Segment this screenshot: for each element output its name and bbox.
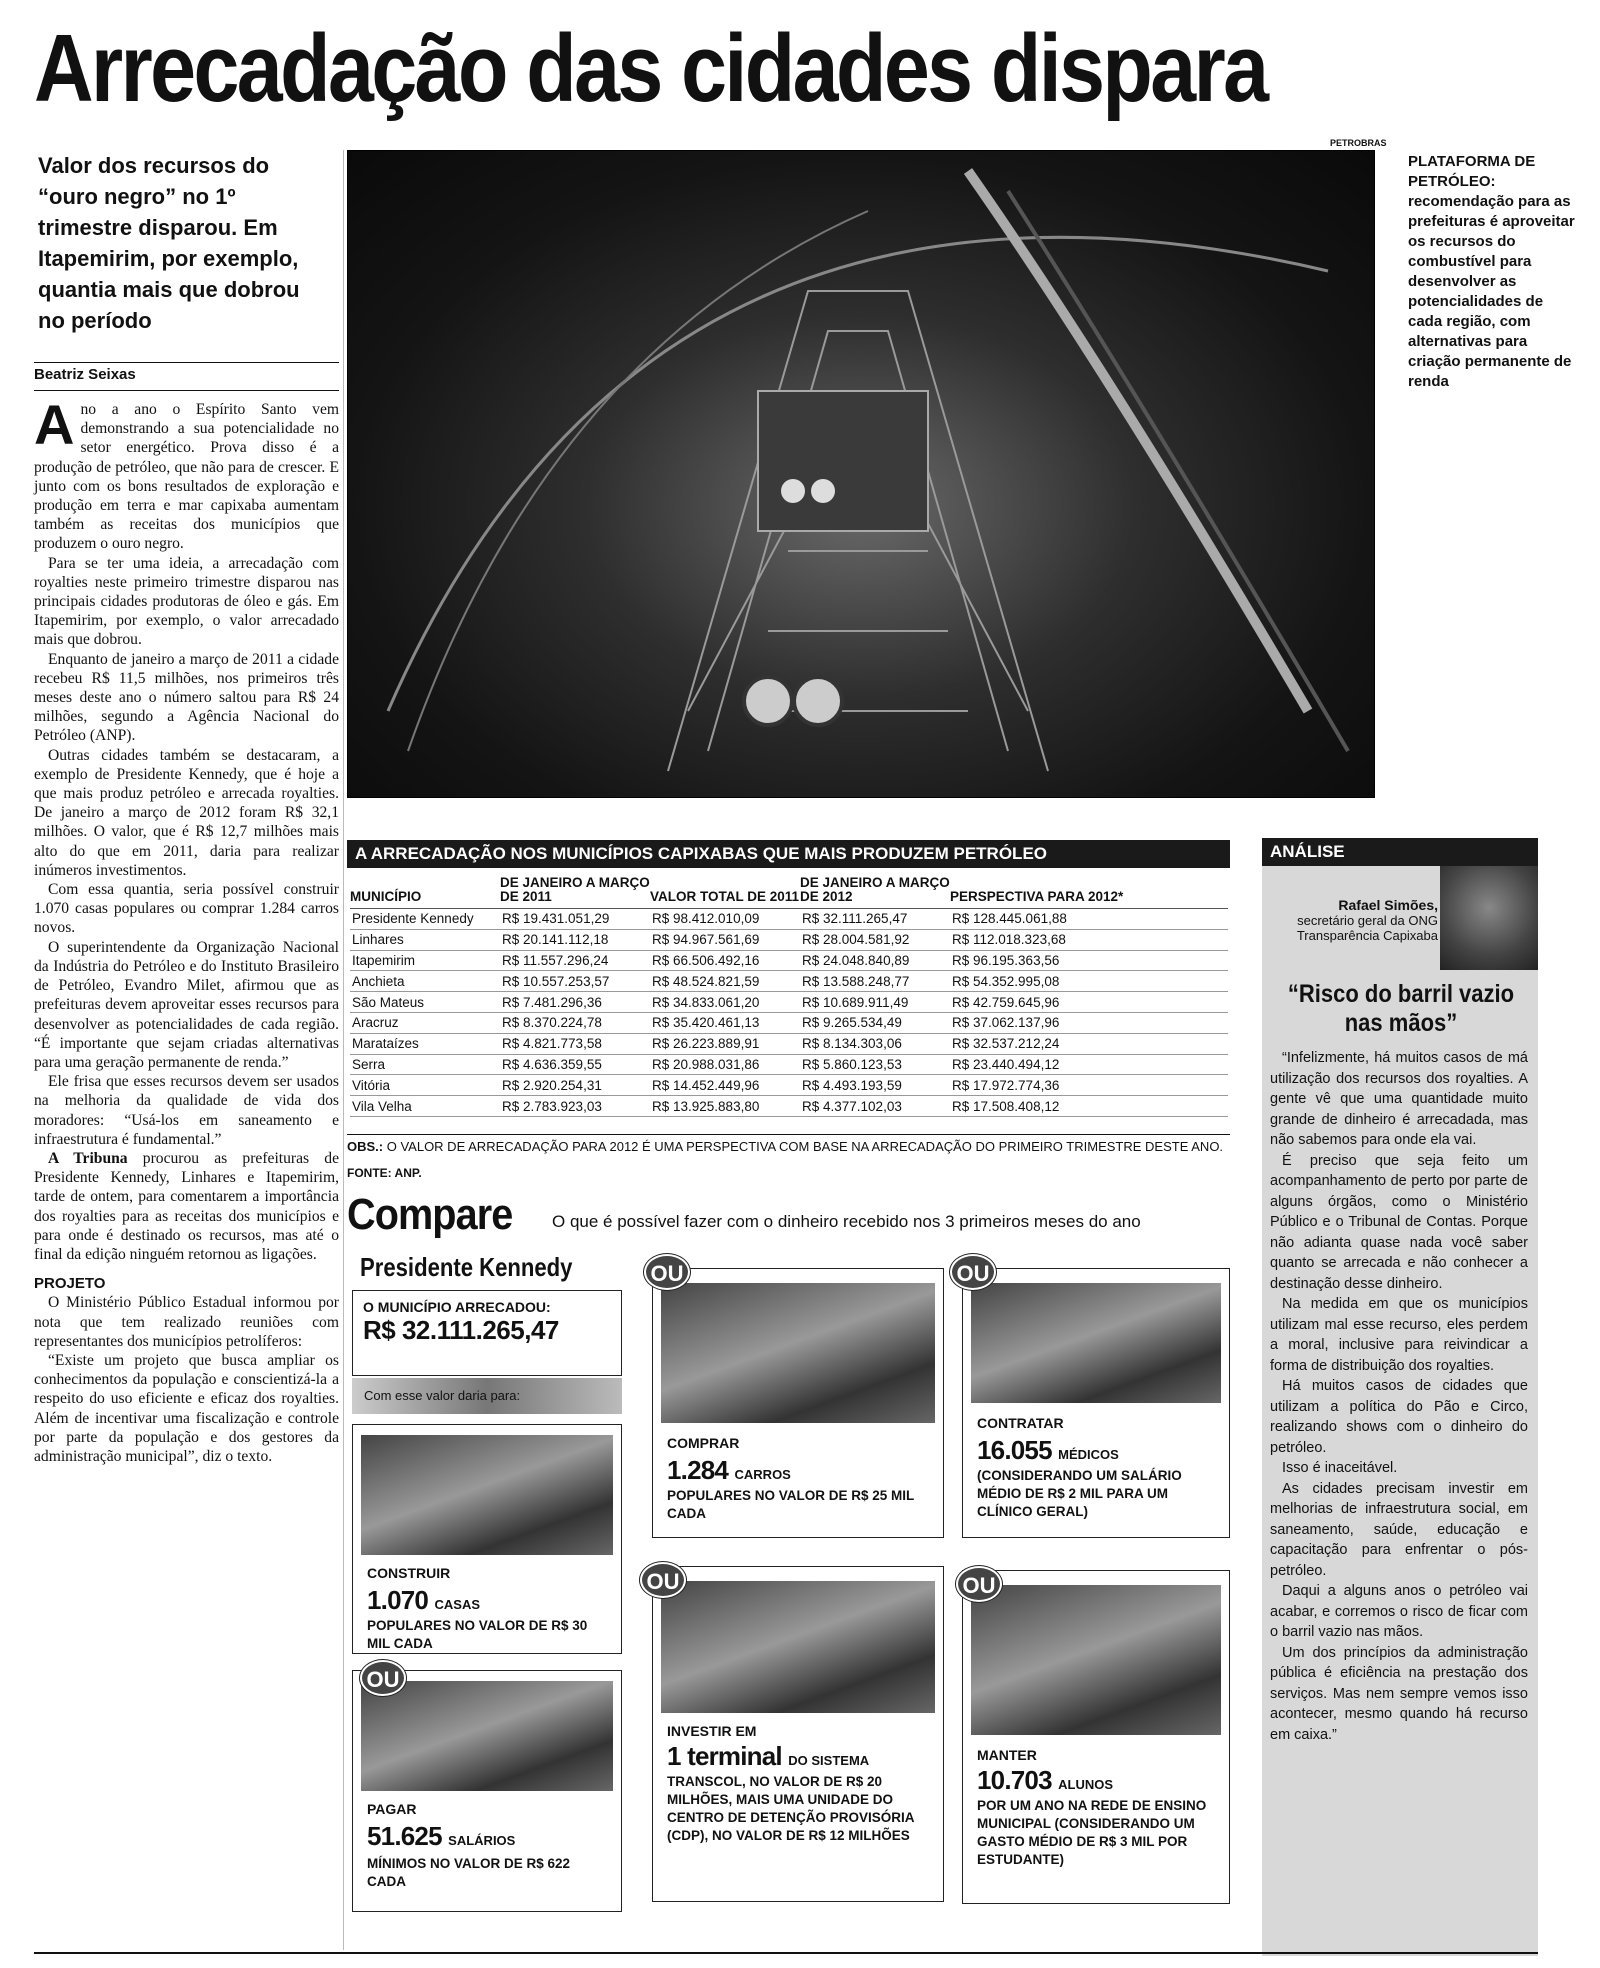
value-cell: R$ 35.420.461,13 [650, 1012, 800, 1033]
article-paragraph: Ele frisa que esses recursos devem ser usados na melhoria da qualidade de vida dos moradores: “Usá-los em saneamento e infraestrutura é fundamental.” [34, 1073, 339, 1148]
table-note-text: O VALOR DE ARRECADAÇÃO PARA 2012 É UMA PERSPECTIVA COM BASE NA ARRECADAÇÃO DO PRIMEIRO TRIMESTRE DESTE ANO. [383, 1139, 1224, 1154]
value-cell: R$ 7.481.296,36 [500, 992, 650, 1013]
value-cell: R$ 32.111.265,47 [800, 909, 950, 930]
card-description: POPULARES NO VALOR DE R$ 30 MIL CADA [367, 1618, 588, 1651]
oil-platform-illustration [348, 151, 1375, 798]
collected-value: R$ 32.111.265,47 [363, 1315, 559, 1345]
table-row [350, 929, 1228, 950]
value-cell: R$ 112.018.323,68 [950, 929, 1228, 950]
article-subhead: PROJETO [34, 1275, 106, 1293]
card-description: POR UM ANO NA REDE DE ENSINO MUNICIPAL (CONSIDERANDO UM GASTO MÉDIO DE R$ 3 MIL POR ESTUDANTE) [977, 1798, 1207, 1867]
compare-subtitle: O que é possível fazer com o dinheiro recebido nos 3 primeiros meses do ano [552, 1212, 1141, 1231]
card-unit: CASAS [434, 1597, 481, 1612]
value-cell: R$ 8.134.303,06 [800, 1033, 950, 1054]
analysis-paragraph: “Infelizmente, há muitos casos de má utilização dos recursos dos royalties. A gente vê que uma quantidade muito grande de dinheiro é arrecadada, mas não sabemos para onde ela vai. [1270, 1050, 1528, 1148]
card-description: POPULARES NO VALOR DE R$ 25 MIL CADA [667, 1488, 915, 1521]
value-cell: R$ 10.557.253,57 [500, 971, 650, 992]
analysis-paragraph: Há muitos casos de cidades que utilizam a política do Pão e Circo, realizando shows com o dinheiro do petróleo. [1270, 1378, 1528, 1456]
municipality-cell: Presidente Kennedy [350, 909, 500, 930]
headline: Arrecadação das cidades dispara [34, 15, 1267, 122]
article-paragraph: O superintendente da Organização Nacional da Indústria do Petróleo e do Instituto Brasileiro de Petróleo, Evandro Milet, afirmou que as prefeituras devem aproveitar esses recursos para desenvolver as potencialidades de cada região. “É importante que sejam criadas alternativas para uma geração permanente de renda.” [34, 938, 339, 1071]
card-verb: COMPRAR [667, 1435, 740, 1451]
doctor-photo [971, 1283, 1221, 1403]
value-cell: R$ 5.860.123,53 [800, 1054, 950, 1075]
byline-rule [34, 390, 339, 391]
table-body [350, 909, 1228, 1117]
value-cell: R$ 4.377.102,03 [800, 1096, 950, 1117]
card-verb: CONTRATAR [977, 1415, 1064, 1431]
article-paragraph: “Existe um projeto que busca ampliar os conhecimentos da população e conscientizá-la a respeito do uso eficiente e eficaz dos royalties. Além de incentivar uma fiscalização e controle por parte da população e dos gestores da administração municipal”, diz o texto. [34, 1351, 339, 1465]
value-cell: R$ 48.524.821,59 [650, 971, 800, 992]
table-note [347, 1134, 1230, 1154]
value-cell: R$ 11.557.296,24 [500, 950, 650, 971]
municipality-cell: Itapemirim [350, 950, 500, 971]
card-unit: CARROS [734, 1467, 791, 1482]
card-number: 1.070 [367, 1585, 429, 1615]
analyst-name: Rafael Simões, [1338, 897, 1438, 913]
card-verb: PAGAR [367, 1801, 417, 1817]
analysis-headline: “Risco do barril vazio nas mãos” [1287, 980, 1515, 1037]
article-paragraph: O Ministério Público Estadual informou por nota que tem realizado reuniões com representantes dos municípios petrolíferos: [34, 1294, 339, 1350]
municipality-cell: Serra [350, 1054, 500, 1075]
value-cell: R$ 23.440.494,12 [950, 1054, 1228, 1075]
analysis-text [1270, 1048, 1528, 1745]
value-cell: R$ 4.821.773,58 [500, 1033, 650, 1054]
photo-caption-title: PLATAFORMA DE PETRÓLEO: [1408, 153, 1536, 190]
municipality-cell: Vitória [350, 1075, 500, 1096]
ou-badge: OU [950, 1254, 996, 1290]
analysis-paragraph: As cidades precisam investir em melhorias de infraestrutura social, em saneamento, saúde, educação e capacitação para enfrentar o pós-petróleo. [1270, 1480, 1528, 1579]
value-cell: R$ 8.370.224,78 [500, 1012, 650, 1033]
table-title: A ARRECADAÇÃO NOS MUNICÍPIOS CAPIXABAS QUE MAIS PRODUZEM PETRÓLEO [347, 840, 1230, 868]
card-unit: ALUNOS [1058, 1777, 1114, 1792]
card-unit: MÉDICOS [1058, 1447, 1119, 1462]
value-cell: R$ 96.195.363,56 [950, 950, 1228, 971]
card-pagar [352, 1670, 622, 1912]
table-row [350, 1075, 1228, 1096]
photo-caption-text: recomendação para as prefeituras é aproveitar os recursos do combustível para desenvolver as potencialidades de cada região, com alternativas para criação permanente de renda [1408, 193, 1575, 390]
value-cell: R$ 94.967.561,69 [650, 929, 800, 950]
photo-caption [1408, 152, 1578, 392]
table-row [350, 992, 1228, 1013]
analysis-label: ANÁLISE [1262, 838, 1538, 866]
analysis-paragraph: Daqui a alguns anos o petróleo vai acabar, e corremos o risco de ficar com o barril vazio nas mãos. [1270, 1583, 1528, 1640]
with-value-label: Com esse valor daria para: [352, 1378, 622, 1414]
table-row [350, 1033, 1228, 1054]
value-cell: R$ 66.506.492,16 [650, 950, 800, 971]
card-contratar [962, 1268, 1230, 1538]
byline: Beatriz Seixas [34, 366, 136, 383]
oil-platform-photo [347, 150, 1375, 798]
table-row [350, 1054, 1228, 1075]
article-paragraph: Ano a ano o Espírito Santo vem demonstrando a sua potencialidade no setor energético. Prova disso é a produção de petróleo, que não para de crescer. E junto com os bons resultados de exploração e produção em terra e mar capixaba aumentam também as receitas dos municípios que produzem o ouro negro. [34, 393, 339, 553]
card-number: 16.055 [977, 1435, 1052, 1465]
value-cell: R$ 128.445.061,88 [950, 909, 1228, 930]
card-number: 51.625 [367, 1821, 442, 1851]
card-verb: CONSTRUIR [367, 1565, 451, 1581]
royalties-table [350, 876, 1228, 1117]
value-cell: R$ 20.141.112,18 [500, 929, 650, 950]
card-comprar [652, 1268, 944, 1538]
collected-box [352, 1290, 622, 1376]
analyst-portrait [1440, 866, 1538, 970]
card-description: TRANSCOL, NO VALOR DE R$ 20 MILHÕES, MAIS UMA UNIDADE DO CENTRO DE DETENÇÃO PROVISÓRIA (CDP), NO VALOR DE R$ 12 MILHÕES [667, 1774, 915, 1843]
analysis-paragraph: Isso é inaceitável. [1282, 1460, 1398, 1476]
table-header: VALOR TOTAL DE 2011 [650, 876, 800, 909]
table-row [350, 950, 1228, 971]
value-cell: R$ 19.431.051,29 [500, 909, 650, 930]
article-paragraph: Outras cidades também se destacaram, a exemplo de Presidente Kennedy, que é hoje a que mais produz petróleo e arrecada royalties. De janeiro a março de 2012 foram R$ 32,1 milhões. O valor, que é R$ 12,7 milhões mais alto do que em 2011, daria para realizar inúmeros investimentos. [34, 746, 339, 879]
table-row [350, 971, 1228, 992]
classroom-photo [971, 1585, 1221, 1735]
analyst-credit [1270, 898, 1438, 943]
value-cell: R$ 42.759.645,96 [950, 992, 1228, 1013]
article-paragraph-text: procurou as prefeituras de Presidente Kennedy, Linhares e Itapemirim, tarde de ontem, para comentarem a importância dos royalties para as receitas dos municípios e para onde é destinado os recursos, mas até o final da edição ninguém retornou as ligações. [34, 1149, 339, 1263]
value-cell: R$ 20.988.031,86 [650, 1054, 800, 1075]
municipality-cell: Marataízes [350, 1033, 500, 1054]
ou-badge: OU [360, 1660, 406, 1696]
table-source: FONTE: ANP. [347, 1166, 422, 1180]
article-body [34, 393, 339, 1466]
ou-badge: OU [956, 1566, 1002, 1602]
value-cell: R$ 17.508.408,12 [950, 1096, 1228, 1117]
card-verb: INVESTIR EM [667, 1723, 757, 1739]
houses-photo [361, 1435, 613, 1555]
article-paragraph [34, 1149, 339, 1264]
value-cell: R$ 24.048.840,89 [800, 950, 950, 971]
value-cell: R$ 14.452.449,96 [650, 1075, 800, 1096]
table-header-row [350, 876, 1228, 909]
card-description: MÍNIMOS NO VALOR DE R$ 622 CADA [367, 1856, 571, 1889]
value-cell: R$ 2.920.254,31 [500, 1075, 650, 1096]
table-note-label: OBS.: [347, 1139, 384, 1154]
analysis-paragraph: Um dos princípios da administração pública é eficiência na prestação dos serviços. Mas nem sempre vemos isso acontecer, mesmo quando há recurso em caixa.” [1270, 1644, 1528, 1743]
table-row [350, 1012, 1228, 1033]
card-number: 1.284 [667, 1455, 729, 1485]
table-header: DE JANEIRO A MARÇO DE 2011 [500, 876, 650, 909]
article-paragraph: Para se ter uma ideia, a arrecadação com royalties neste primeiro trimestre disparou nas principais cidades produtoras de óleo e gás. Em Itapemirim, por exemplo, o valor arrecadado mais que dobrou. [34, 554, 339, 649]
card-construir [352, 1424, 622, 1654]
banknotes-photo [361, 1681, 613, 1791]
card-number: 1 terminal [667, 1741, 782, 1771]
value-cell: R$ 17.972.774,36 [950, 1075, 1228, 1096]
table-header: MUNICÍPIO [350, 876, 500, 909]
value-cell: R$ 10.689.911,49 [800, 992, 950, 1013]
card-unit: DO SISTEMA [788, 1753, 870, 1768]
value-cell: R$ 13.925.883,80 [650, 1096, 800, 1117]
municipality-cell: São Mateus [350, 992, 500, 1013]
ou-badge: OU [640, 1562, 686, 1598]
analyst-role: secretário geral da ONG Transparência Capixaba [1296, 913, 1438, 943]
compare-city: Presidente Kennedy [360, 1252, 573, 1282]
bottom-rule [34, 1952, 1538, 1954]
ou-badge: OU [644, 1254, 690, 1290]
collected-label: O MUNICÍPIO ARRECADOU: [363, 1299, 551, 1315]
municipality-cell: Vila Velha [350, 1096, 500, 1117]
value-cell: R$ 2.783.923,03 [500, 1096, 650, 1117]
value-cell: R$ 4.636.359,55 [500, 1054, 650, 1075]
newspaper-name: A Tribuna [48, 1149, 128, 1167]
value-cell: R$ 9.265.534,49 [800, 1012, 950, 1033]
deck-rule [34, 362, 339, 363]
card-verb: MANTER [977, 1747, 1037, 1763]
municipality-cell: Aracruz [350, 1012, 500, 1033]
column-divider [343, 150, 344, 1950]
table-row [350, 1096, 1228, 1117]
value-cell: R$ 34.833.061,20 [650, 992, 800, 1013]
card-manter [962, 1570, 1230, 1904]
municipality-cell: Anchieta [350, 971, 500, 992]
value-cell: R$ 13.588.248,77 [800, 971, 950, 992]
article-paragraph: Enquanto de janeiro a março de 2011 a cidade recebeu R$ 11,5 milhões, nos primeiros três meses deste ano o número saltou para R$ 24 milhões, segundo a Agência Nacional do Petróleo (ANP). [34, 650, 339, 745]
article-paragraph: Com essa quantia, seria possível construir 1.070 casas populares ou comprar 1.284 carros novos. [34, 881, 339, 937]
value-cell: R$ 98.412.010,09 [650, 909, 800, 930]
car-photo [661, 1283, 935, 1423]
card-unit: SALÁRIOS [448, 1833, 516, 1848]
card-investir [652, 1566, 944, 1902]
value-cell: R$ 28.004.581,92 [800, 929, 950, 950]
card-description: (CONSIDERANDO UM SALÁRIO MÉDIO DE R$ 2 MIL PARA UM CLÍNICO GERAL) [977, 1468, 1182, 1519]
value-cell: R$ 37.062.137,96 [950, 1012, 1228, 1033]
municipality-cell: Linhares [350, 929, 500, 950]
value-cell: R$ 4.493.193,59 [800, 1075, 950, 1096]
photo-credit: PETROBRAS [1330, 138, 1387, 148]
deck: Valor dos recursos do “ouro negro” no 1º trimestre disparou. Em Itapemirim, por exemplo, quantia mais que dobrou no período [38, 153, 300, 333]
value-cell: R$ 54.352.995,08 [950, 971, 1228, 992]
table-header: PERSPECTIVA PARA 2012* [950, 876, 1228, 909]
value-cell: R$ 26.223.889,91 [650, 1033, 800, 1054]
table-header: DE JANEIRO A MARÇO DE 2012 [800, 876, 950, 909]
analysis-paragraph: Na medida em que os municípios utilizam mal esse recurso, eles perdem a moral, inclusive para reivindicar a forma de distribuição dos royalties. [1270, 1296, 1528, 1374]
compare-title: Compare [347, 1190, 513, 1239]
bus-terminal-photo [661, 1581, 935, 1713]
value-cell: R$ 32.537.212,24 [950, 1033, 1228, 1054]
analysis-paragraph: É preciso que seja feito um acompanhamento de perto por parte de alguns órgãos, como o Ministério Público e o Tribunal de Contas. Porque não adianta quase nada você saber quanto se arrecada e não conhecer a destinação desse dinheiro. [1270, 1152, 1528, 1292]
table-row [350, 909, 1228, 930]
card-number: 10.703 [977, 1765, 1052, 1795]
